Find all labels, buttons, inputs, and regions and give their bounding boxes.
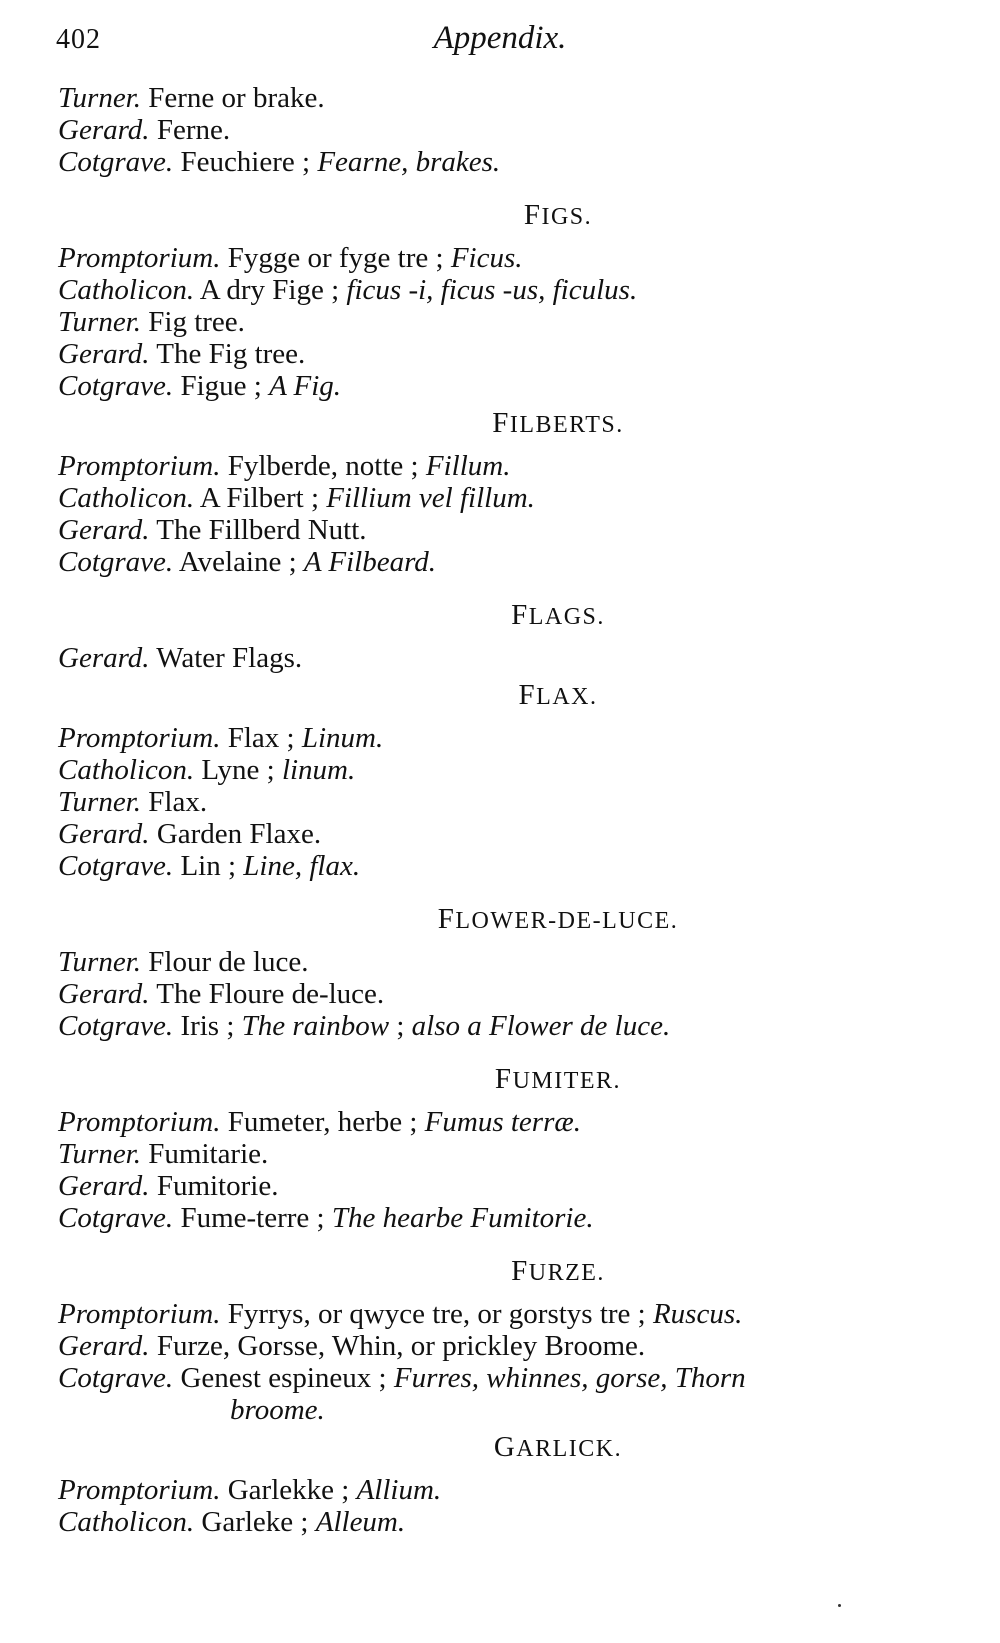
latin-term: The hearbe Fumitorie. <box>331 1202 594 1234</box>
latin-term: Alleum. <box>315 1506 406 1538</box>
section-heading-furze: FURZE. <box>511 1255 605 1287</box>
latin-term: Allium. <box>356 1474 442 1506</box>
source-name: Promptorium. <box>58 1298 221 1330</box>
entry-text: Fig tree. <box>148 306 245 338</box>
page-header <box>0 14 1000 64</box>
entry-line <box>58 722 978 754</box>
latin-term: Furres, whinnes, gorse, Thorn <box>393 1362 746 1394</box>
page-body <box>58 82 978 1538</box>
latin-term: Linum. <box>301 722 384 754</box>
entry-line <box>58 114 978 146</box>
latin-term: linum. <box>281 754 356 786</box>
source-name: Turner. <box>58 306 142 338</box>
entry-line <box>58 1330 978 1362</box>
entry-line <box>58 1106 978 1138</box>
source-name: Promptorium. <box>58 1474 221 1506</box>
source-name: Cotgrave. <box>58 1362 174 1394</box>
source-name: Gerard. <box>58 818 150 850</box>
section-heading-flags: FLAGS. <box>511 599 605 631</box>
latin-term: Fumus terræ. <box>424 1106 581 1138</box>
entry-line <box>58 1170 978 1202</box>
latin-term: A Filbeard. <box>303 546 437 578</box>
entry-line <box>58 850 978 882</box>
source-name: Cotgrave. <box>58 370 174 402</box>
entry-text: Lyne ; <box>201 754 275 786</box>
latin-term: Ruscus. <box>652 1298 743 1330</box>
section-heading-flower-de-luce: FLOWER-DE-LUCE. <box>437 903 679 935</box>
source-name: Gerard. <box>58 978 150 1010</box>
source-name: Cotgrave. <box>58 1010 174 1042</box>
entry-text: Figue ; <box>180 370 262 402</box>
source-name: Turner. <box>58 786 142 818</box>
entry-text: Fumitarie. <box>148 1138 269 1170</box>
entry-line <box>58 1474 978 1506</box>
source-name: Catholicon. <box>58 274 195 306</box>
entry-line <box>58 978 978 1010</box>
source-name: Gerard. <box>58 642 150 674</box>
source-name: Gerard. <box>58 114 150 146</box>
source-name: Promptorium. <box>58 450 221 482</box>
source-name: Promptorium. <box>58 242 221 274</box>
entry-line <box>58 754 978 786</box>
entry-line <box>58 306 978 338</box>
entry-text: Fume-terre ; <box>180 1202 325 1234</box>
source-name: Turner. <box>58 946 142 978</box>
entry-text: Garlekke ; <box>227 1474 350 1506</box>
entry-text: Fygge or fyge tre ; <box>227 242 444 274</box>
latin-term: Fillium vel fillum. <box>326 482 535 514</box>
section-heading-garlick: GARLICK. <box>493 1431 623 1463</box>
entry-line <box>58 546 978 578</box>
entry-text: Lin ; <box>180 850 237 882</box>
entry-text: Furze, Gorsse, Whin, or prickley Broome. <box>156 1330 646 1362</box>
entry-line <box>58 946 978 978</box>
source-name: Gerard. <box>58 1170 150 1202</box>
entry-text: Fumitorie. <box>156 1170 279 1202</box>
entry-text: Garden Flaxe. <box>156 818 322 850</box>
entry-line <box>58 1138 978 1170</box>
page-number: 402 <box>56 24 101 55</box>
source-name: Catholicon. <box>58 482 195 514</box>
entry-text: Fyrrys, or qwyce tre, or gorstys tre ; <box>227 1298 646 1330</box>
entry-text: Feuchiere ; <box>180 146 311 178</box>
entry-line <box>58 1202 978 1234</box>
entry-text: Flour de luce. <box>148 946 309 978</box>
latin-term: Ficus. <box>450 242 523 274</box>
entry-line <box>58 1362 978 1394</box>
entry-line <box>58 370 978 402</box>
source-name: Turner. <box>58 1138 142 1170</box>
latin-term: Line, flax. <box>243 850 361 882</box>
latin-term: ficus -i, ficus -us, ficulus. <box>346 274 638 306</box>
source-name: Catholicon. <box>58 754 195 786</box>
entry-line <box>58 482 978 514</box>
entry-line <box>58 1506 978 1538</box>
entry-text: Genest espineux ; <box>180 1362 387 1394</box>
latin-term: Fillum. <box>425 450 511 482</box>
entry-line <box>58 450 978 482</box>
entry-line <box>58 1298 978 1330</box>
source-name: Gerard. <box>58 514 150 546</box>
source-name: Gerard. <box>58 1330 150 1362</box>
latin-term: The rainbow <box>241 1010 390 1042</box>
entry-text: Avelaine ; <box>178 546 297 578</box>
entry-text: Flax. <box>148 786 208 818</box>
latin-term: A Fig. <box>269 370 342 402</box>
entry-text: The Fig tree. <box>156 338 306 370</box>
entry-text: The Floure de-luce. <box>156 978 385 1010</box>
entry-text: Ferne or brake. <box>148 82 325 114</box>
latin-term: also a Flower de luce. <box>411 1010 671 1042</box>
source-name: Cotgrave. <box>58 546 174 578</box>
entry-line <box>58 642 978 674</box>
entry-line <box>58 146 978 178</box>
section-heading-figs: FIGS. <box>523 199 593 231</box>
entry-line <box>58 786 978 818</box>
entry-text: Fumeter, herbe ; <box>227 1106 418 1138</box>
entry-text: A dry Fige ; <box>199 274 340 306</box>
entry-text: Ferne. <box>156 114 231 146</box>
section-heading-fumiter: FUMITER. <box>494 1063 622 1095</box>
section-heading-flax: FLAX. <box>518 679 598 711</box>
entry-continuation: broome. <box>230 1394 325 1426</box>
source-name: Promptorium. <box>58 722 221 754</box>
entry-text: ; <box>389 1010 412 1042</box>
speck-mark <box>838 1604 841 1607</box>
entry-text: A Filbert ; <box>199 482 320 514</box>
entry-line <box>58 818 978 850</box>
source-name: Cotgrave. <box>58 1202 174 1234</box>
source-name: Catholicon. <box>58 1506 195 1538</box>
section-heading-filberts: FILBERTS. <box>492 407 624 439</box>
entry-line <box>58 1010 978 1042</box>
source-name: Turner. <box>58 82 142 114</box>
source-name: Cotgrave. <box>58 146 174 178</box>
entry-text: Flax ; <box>227 722 295 754</box>
entry-line <box>58 274 978 306</box>
running-title: Appendix. <box>433 20 567 56</box>
entry-text: Fylberde, notte ; <box>227 450 419 482</box>
entry-line <box>58 242 978 274</box>
source-name: Gerard. <box>58 338 150 370</box>
entry-line <box>58 514 978 546</box>
entry-line <box>58 338 978 370</box>
entry-line <box>58 82 978 114</box>
source-name: Promptorium. <box>58 1106 221 1138</box>
entry-text: Iris ; <box>180 1010 235 1042</box>
latin-term: Fearne, brakes. <box>317 146 501 178</box>
entry-text: Water Flags. <box>156 642 303 674</box>
source-name: Cotgrave. <box>58 850 174 882</box>
entry-text: The Fillberd Nutt. <box>156 514 367 546</box>
entry-text: Garleke ; <box>201 1506 309 1538</box>
